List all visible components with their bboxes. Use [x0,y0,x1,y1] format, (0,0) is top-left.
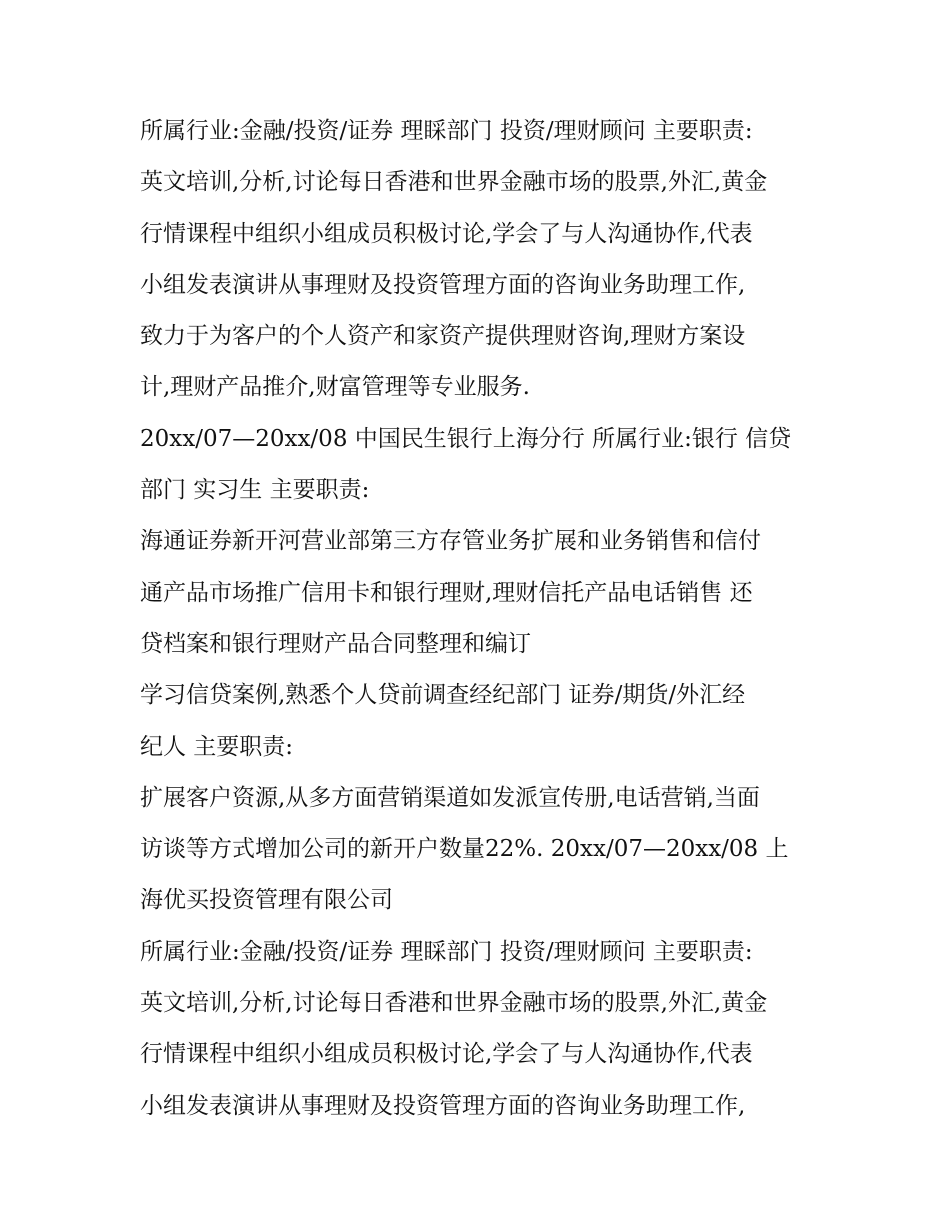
text-line: 行情课程中组织小组成员积极讨论,学会了与人沟通协作,代表 [140,1041,753,1068]
text-line: 学习信贷案例,熟悉个人贷前调查经纪部门 证券/期货/外汇经 [140,682,746,709]
text-line: 部门 实习生 主要职责: [140,477,370,504]
text-line: 致力于为客户的个人资产和家资产提供理财咨询,理财方案设 [140,323,746,350]
text-line: 扩展客户资源,从多方面营销渠道如发派宣传册,电话营销,当面 [140,784,760,811]
text-line: 贷档案和银行理财产品合同整理和编订 [140,630,531,657]
text-line: 英文培训,分析,讨论每日香港和世界金融市场的股票,外汇,黄金 [140,169,768,196]
text-line: 访谈等方式增加公司的新开户数量22%. 20xx/07—20xx/08 上 [140,836,789,863]
text-line: 计,理财产品推介,财富管理等专业服务. [140,374,530,401]
text-line: 小组发表演讲从事理财及投资管理方面的咨询业务助理工作, [140,1092,746,1119]
text-line: 英文培训,分析,讨论每日香港和世界金融市场的股票,外汇,黄金 [140,990,768,1017]
text-line: 纪人 主要职责: [140,733,294,760]
text-line: 海优买投资管理有限公司 [140,887,393,914]
text-line: 所属行业:金融/投资/证券 理睬部门 投资/理财顾问 主要职责: [140,118,753,144]
document-body [140,110,830,1136]
text-line: 20xx/07—20xx/08 中国民生银行上海分行 所属行业:银行 信贷 [140,425,792,452]
text-line: 行情课程中组织小组成员积极讨论,学会了与人沟通协作,代表 [140,220,753,247]
text-line: 所属行业:金融/投资/证券 理睬部门 投资/理财顾问 主要职责: [140,938,753,965]
text-line: 小组发表演讲从事理财及投资管理方面的咨询业务助理工作, [140,271,746,298]
text-line: 海通证券新开河营业部第三方存管业务扩展和业务销售和信付 [140,528,761,555]
text-line: 通产品市场推广信用卡和银行理财,理财信托产品电话销售 还 [140,579,753,606]
